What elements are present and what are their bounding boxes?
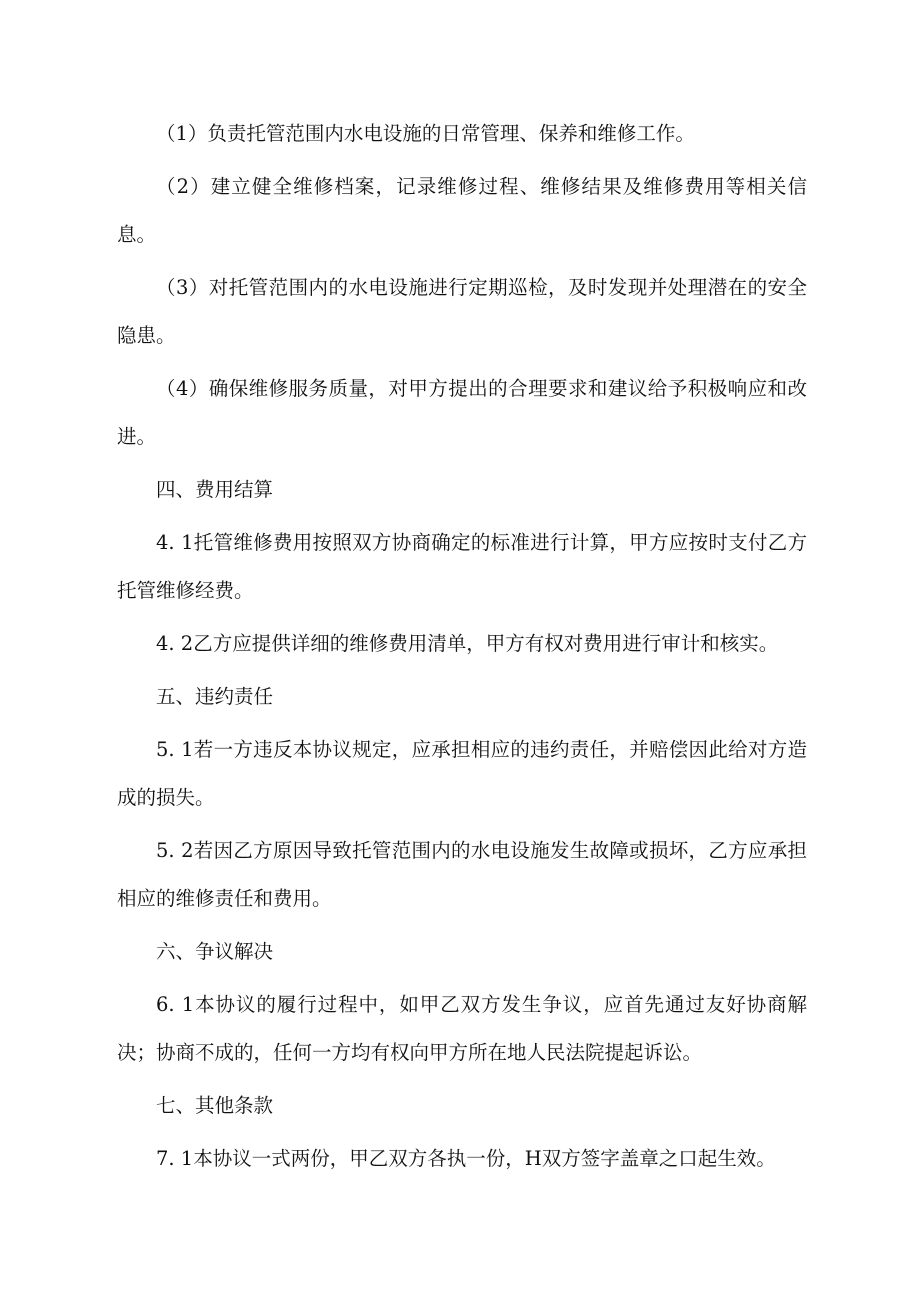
clause-4-2: 4. 2乙方应提供详细的维修费用清单，甲方有权对费用进行审计和核实。 [156,632,779,655]
clause-5-2: 5. 2若因乙方原因导致托管范围内的水电设施发生故障或损坏，乙方应承担相应的维修责任和费用。 [117,839,807,910]
clause-duty-2: （2）建立健全维修档案，记录维修过程、维修结果及维修费用等相关信息。 [117,175,807,246]
section-heading-fees: 四、费用结算 [156,478,274,501]
clause-duty-1: （1）负责托管范围内水电设施的日常管理、保养和维修工作。 [156,122,695,145]
clause-6-1: 6. 1本协议的履行过程中，如甲乙双方发生争议，应首先通过友好协商解决；协商不成的，任何一方均有权向甲方所在地人民法院提起诉讼。 [117,993,807,1064]
clause-duty-4: （4）确保维修服务质量，对甲方提出的合理要求和建议给予积极响应和改进。 [117,377,807,448]
clause-4-1: 4. 1托管维修费用按照双方协商确定的标准进行计算，甲方应按时支付乙方托管维修经费。 [117,531,807,602]
section-heading-liability: 五、违约责任 [156,685,274,708]
clause-5-1: 5. 1若一方违反本协议规定，应承担相应的违约责任，并赔偿因此给对方造成的损失。 [117,738,807,809]
clause-duty-3: （3）对托管范围内的水电设施进行定期巡检，及时发现并处理潜在的安全隐患。 [117,276,807,347]
section-heading-other: 七、其他条款 [156,1094,274,1117]
section-heading-disputes: 六、争议解决 [156,940,274,963]
document-body [117,110,807,1188]
clause-7-1: 7. 1本协议一式两份，甲乙双方各执一份，H双方签字盖章之口起生效。 [156,1147,776,1170]
